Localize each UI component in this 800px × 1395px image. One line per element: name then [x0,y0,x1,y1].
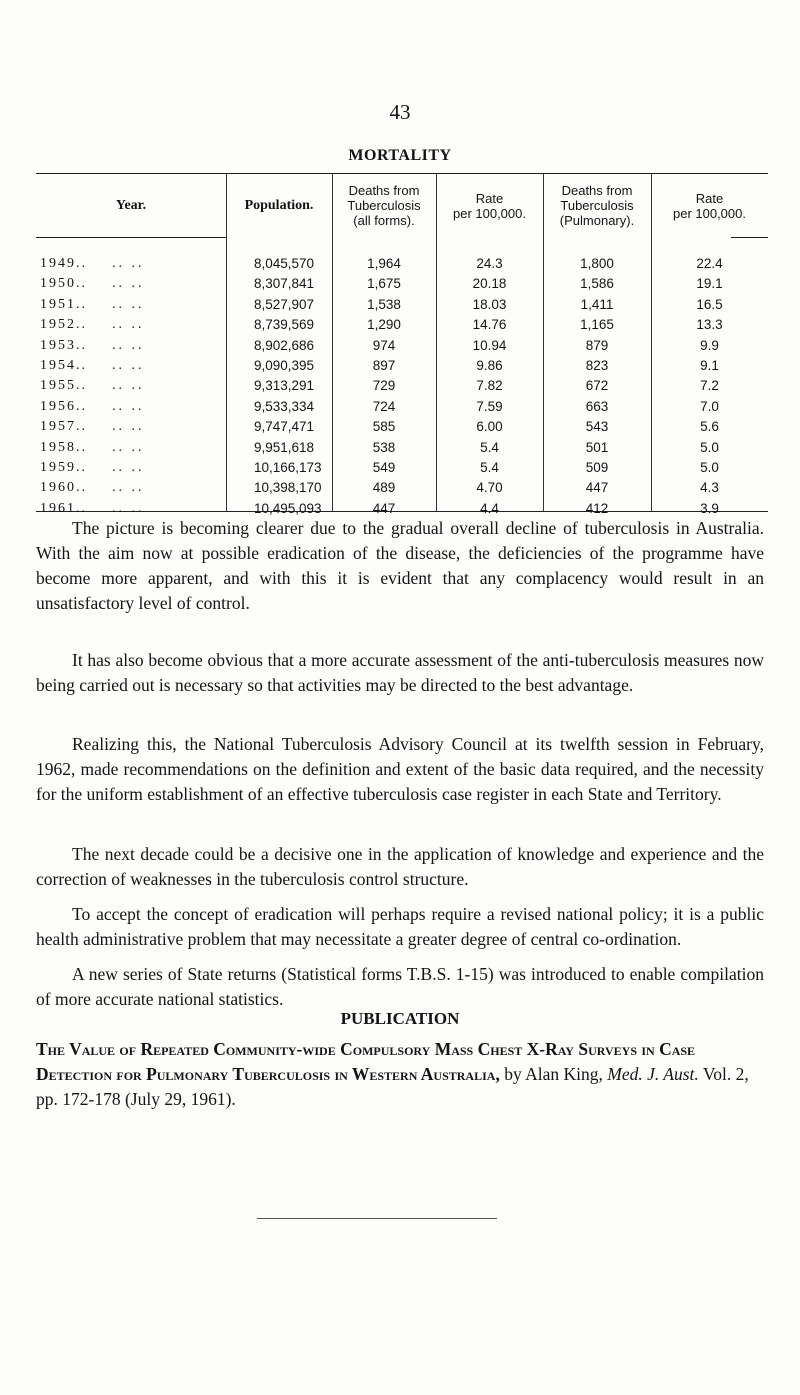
table-row [36,399,768,419]
year-cell: 1960.. .. .. [40,480,145,496]
table-row [36,358,768,378]
rate-all-cell: 6.00 [476,419,503,435]
deaths-all-cell: 1,675 [367,276,401,292]
rate-all-cell: 18.03 [472,296,507,312]
publication-details: Vol. 2, pp. 172-178 (July 29, 1961). [36,1064,749,1109]
year-cell: 1953.. .. .. [40,337,145,353]
table-row [36,338,768,358]
year-cell: 1949.. .. .. [40,256,145,271]
rate-pulm-cell: 4.3 [700,480,719,496]
page-number: 43 [389,100,411,124]
deaths-pulm-cell: 663 [585,398,609,414]
year-cell: 1954.. .. .. [40,357,145,373]
rate-all-cell: 20.18 [472,276,507,292]
publication-title: The Value of Repeated Community-wide Compulsory Mass Chest X-Ray Surveys in Case Detection for Pulmonary Tuberculosis in Western Australia, [36,1039,696,1084]
paragraph-2: It has also become obvious that a more accurate assessment of the anti-tuberculosis measures now being carried out is necessary so that activities may be directed to the best advantage. [36,650,764,695]
year-cell: 1958.. .. .. [40,439,145,455]
year-cell: 1957.. .. .. [40,419,145,435]
rate-pulm-cell: 13.3 [696,317,723,333]
header-population: Population. [244,198,314,213]
year-cell: 1956.. .. .. [40,398,145,414]
publication-author: by Alan King, [499,1064,608,1084]
population-cell: 8,045,570 [254,256,315,271]
paragraph-6: A new series of State returns (Statistical forms T.B.S. 1-15) was introduced to enable compilation of more accurate national statistics. [36,964,764,1009]
population-cell: 8,307,841 [254,276,315,292]
year-cell: 1955.. .. .. [40,378,145,394]
rate-all-cell: 4.4 [480,500,499,516]
population-cell: 9,313,291 [254,378,315,394]
header-deaths-all: Deaths from Tuberculosis (all forms). [347,183,421,228]
rate-pulm-cell: 9.9 [700,337,719,353]
paragraph-3: Realizing this, the National Tuberculosis Advisory Council at its twelfth session in February, 1962, made recommendations on the definition and extent of the basic data required, and the necessity for the uniform establishment of an effective tuberculosis case register in each State and Territory. [36,734,764,804]
deaths-pulm-cell: 501 [585,439,609,455]
year-cell: 1952.. .. .. [40,317,145,333]
rate-all-cell: 7.82 [476,378,503,394]
deaths-all-cell: 1,964 [367,256,401,271]
population-cell: 9,747,471 [254,419,315,435]
rate-all-cell: 4.70 [476,480,503,496]
deaths-pulm-cell: 823 [585,357,609,373]
header-deaths-pulmonary: Deaths from Tuberculosis (Pulmonary). [559,183,635,228]
deaths-pulm-cell: 672 [585,378,609,394]
deaths-all-cell: 729 [372,378,396,394]
deaths-pulm-cell: 447 [585,480,609,496]
paragraph-5: To accept the concept of eradication will perhaps require a revised national policy; it is a public health administrative problem that may necessitate a greater degree of central co-ordination. [36,904,764,949]
rate-pulm-cell: 5.0 [700,459,719,475]
header-rate-pulmonary: Rate per 100,000. [672,190,746,221]
deaths-pulm-cell: 543 [585,419,609,435]
deaths-pulm-cell: 509 [585,459,609,475]
deaths-all-cell: 538 [372,439,396,455]
rate-pulm-cell: 16.5 [696,296,723,312]
deaths-all-cell: 974 [372,337,396,353]
deaths-all-cell: 724 [372,398,396,414]
deaths-all-cell: 1,538 [367,296,401,312]
table-row [36,419,768,439]
deaths-all-cell: 549 [372,459,396,475]
rate-all-cell: 14.76 [472,317,507,333]
header-year: Year. [115,198,147,213]
table-row [36,460,768,480]
bottom-rule [257,1218,497,1219]
table-body [36,256,768,521]
rate-all-cell: 5.4 [480,459,499,475]
deaths-all-cell: 447 [372,500,396,516]
deaths-pulm-cell: 1,800 [580,256,614,271]
table-row [36,440,768,460]
publication-citation [36,1037,766,1112]
rate-pulm-cell: 19.1 [696,276,723,292]
rate-all-cell: 5.4 [480,439,499,455]
table-row [36,276,768,296]
year-cell: 1951.. .. .. [40,296,145,312]
rate-pulm-cell: 7.0 [700,398,719,414]
rate-all-cell: 9.86 [476,357,503,373]
deaths-all-cell: 585 [372,419,396,435]
table-row [36,378,768,398]
rate-all-cell: 24.3 [476,256,503,271]
header-rate-all: Rate per 100,000. [452,190,526,221]
year-cell: 1961.. .. .. [40,500,145,516]
population-cell: 8,902,686 [254,337,315,353]
rate-all-cell: 10.94 [472,337,507,353]
publication-journal: Med. J. Aust. [607,1064,699,1084]
population-cell: 10,166,173 [254,459,322,475]
rate-pulm-cell: 22.4 [696,256,723,271]
deaths-pulm-cell: 1,411 [580,296,614,312]
rate-pulm-cell: 9.1 [700,357,719,373]
table-row [36,317,768,337]
population-cell: 9,951,618 [254,439,315,455]
paragraph-4: The next decade could be a decisive one in the application of knowledge and experience and the correction of weaknesses in the tuberculosis control structure. [36,844,764,889]
deaths-pulm-cell: 879 [585,337,609,353]
year-cell: 1959.. .. .. [40,459,145,475]
population-cell: 9,533,334 [254,398,315,414]
mortality-table [36,173,768,516]
deaths-pulm-cell: 412 [585,500,609,516]
deaths-pulm-cell: 1,165 [580,317,614,333]
population-cell: 8,739,569 [254,317,315,333]
deaths-all-cell: 1,290 [367,317,401,333]
population-cell: 8,527,907 [254,296,315,312]
table-row [36,480,768,500]
population-cell: 10,398,170 [254,480,322,496]
deaths-all-cell: 897 [372,357,396,373]
population-cell: 9,090,395 [254,357,315,373]
deaths-all-cell: 489 [372,480,396,496]
rate-all-cell: 7.59 [476,398,503,414]
publication-heading: PUBLICATION [340,1009,460,1028]
rate-pulm-cell: 5.0 [700,439,719,455]
rate-pulm-cell: 7.2 [700,378,719,394]
year-cell: 1950.. .. .. [40,276,145,292]
rate-pulm-cell: 3.9 [700,500,719,516]
table-row [36,256,768,276]
population-cell: 10,495,093 [254,500,322,516]
deaths-pulm-cell: 1,586 [580,276,614,292]
paragraph-1: The picture is becoming clearer due to the gradual overall decline of tuberculosis in Australia. With the aim now at possible eradication of the disease, the deficiencies of the programme have become more apparent, and with this it is evident that any complacency would result in an unsatisfactory level of control. [36,518,764,613]
rate-pulm-cell: 5.6 [700,419,719,435]
table-row [36,297,768,317]
table-title: MORTALITY [348,147,452,164]
